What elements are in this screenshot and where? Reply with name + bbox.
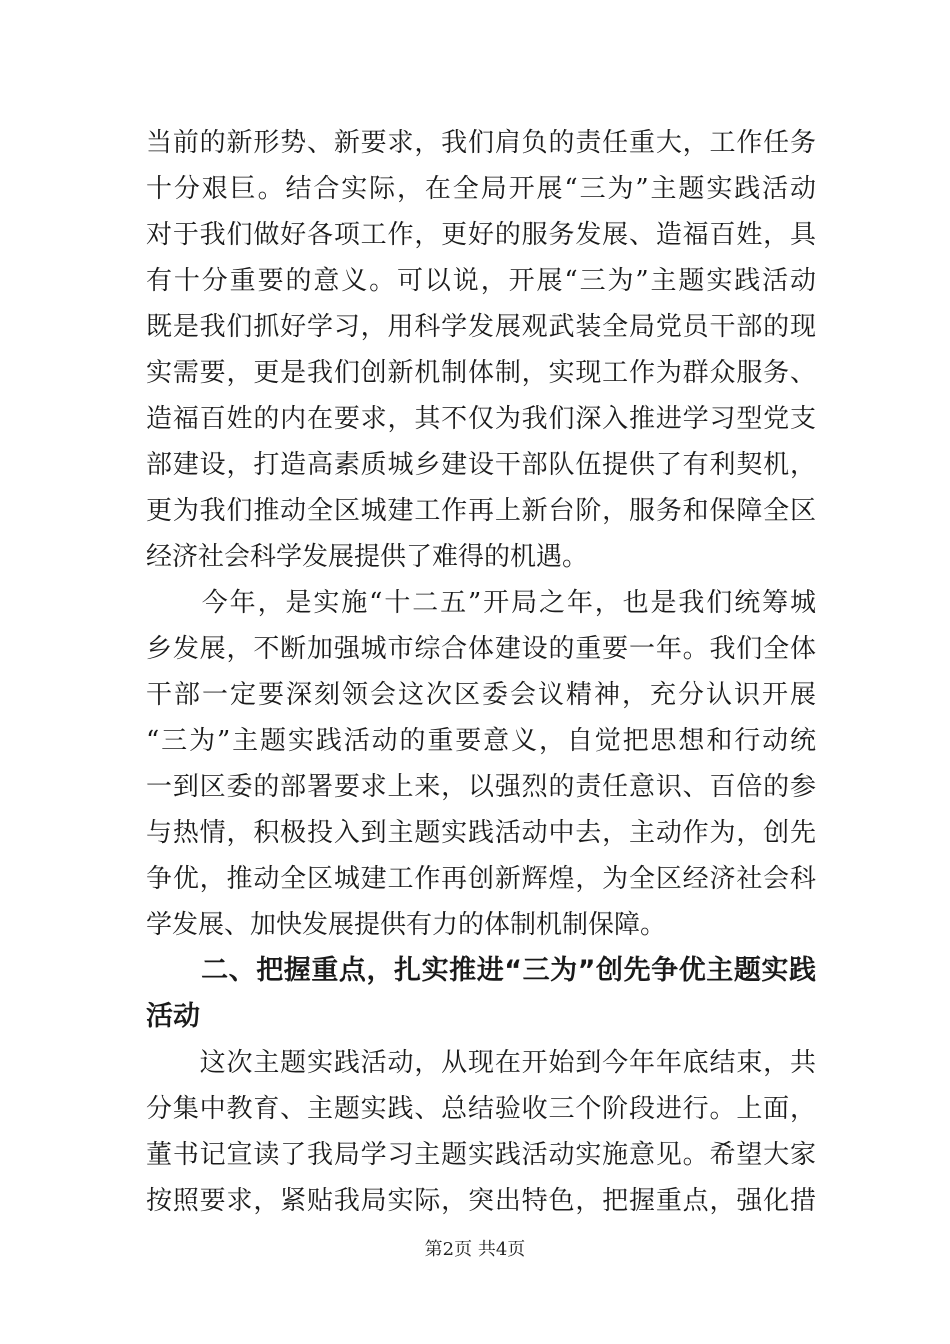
body-line: 学发展、加快发展提供有力的体制机制保障。: [146, 910, 667, 940]
body-line: 造福百姓的内在要求，其不仅为我们深入推进学习型党支: [146, 404, 816, 434]
body-line: 乡发展，不断加强城市综合体建设的重要一年。我们全体: [146, 634, 816, 664]
body-line: 争优，推动全区城建工作再创新辉煌，为全区经济社会科: [146, 864, 816, 894]
body-line: 对于我们做好各项工作，更好的服务发展、造福百姓，具: [146, 220, 816, 250]
body-line: 干部一定要深刻领会这次区委会议精神，充分认识开展: [146, 680, 816, 710]
body-line: 一到区委的部署要求上来，以强烈的责任意识、百倍的参: [146, 772, 816, 802]
body-line: 当前的新形势、新要求，我们肩负的责任重大，工作任务: [146, 128, 816, 158]
body-line: 有十分重要的意义。可以说，开展“三为”主题实践活动: [146, 266, 816, 296]
body-line: 经济社会科学发展提供了难得的机遇。: [146, 542, 589, 572]
body-line: 今年，是实施“十二五”开局之年，也是我们统筹城: [146, 588, 816, 618]
section-heading: 活动: [146, 1001, 200, 1032]
page-number: 第2页 共4页: [424, 1239, 526, 1260]
section-heading: 二、把握重点，扎实推进“三为”创先争优主题实践: [146, 955, 816, 986]
body-line: 与热情，积极投入到主题实践活动中去，主动作为，创先: [146, 818, 816, 848]
body-line: 十分艰巨。结合实际，在全局开展“三为”主题实践活动: [146, 174, 816, 204]
body-line: 部建设，打造高素质城乡建设干部队伍提供了有利契机，: [146, 450, 816, 480]
body-line: 这次主题实践活动，从现在开始到今年年底结束，共: [146, 1048, 816, 1078]
body-line: 按照要求，紧贴我局实际，突出特色，把握重点，强化措: [146, 1186, 816, 1216]
body-line: 分集中教育、主题实践、总结验收三个阶段进行。上面，: [146, 1094, 816, 1124]
body-line: “三为”主题实践活动的重要意义，自觉把思想和行动统: [146, 726, 816, 756]
body-line: 董书记宣读了我局学习主题实践活动实施意见。希望大家: [146, 1140, 816, 1170]
body-line: 既是我们抓好学习，用科学发展观武装全局党员干部的现: [146, 312, 816, 342]
body-line: 更为我们推动全区城建工作再上新台阶，服务和保障全区: [146, 496, 816, 526]
body-line: 实需要，更是我们创新机制体制，实现工作为群众服务、: [146, 358, 816, 388]
